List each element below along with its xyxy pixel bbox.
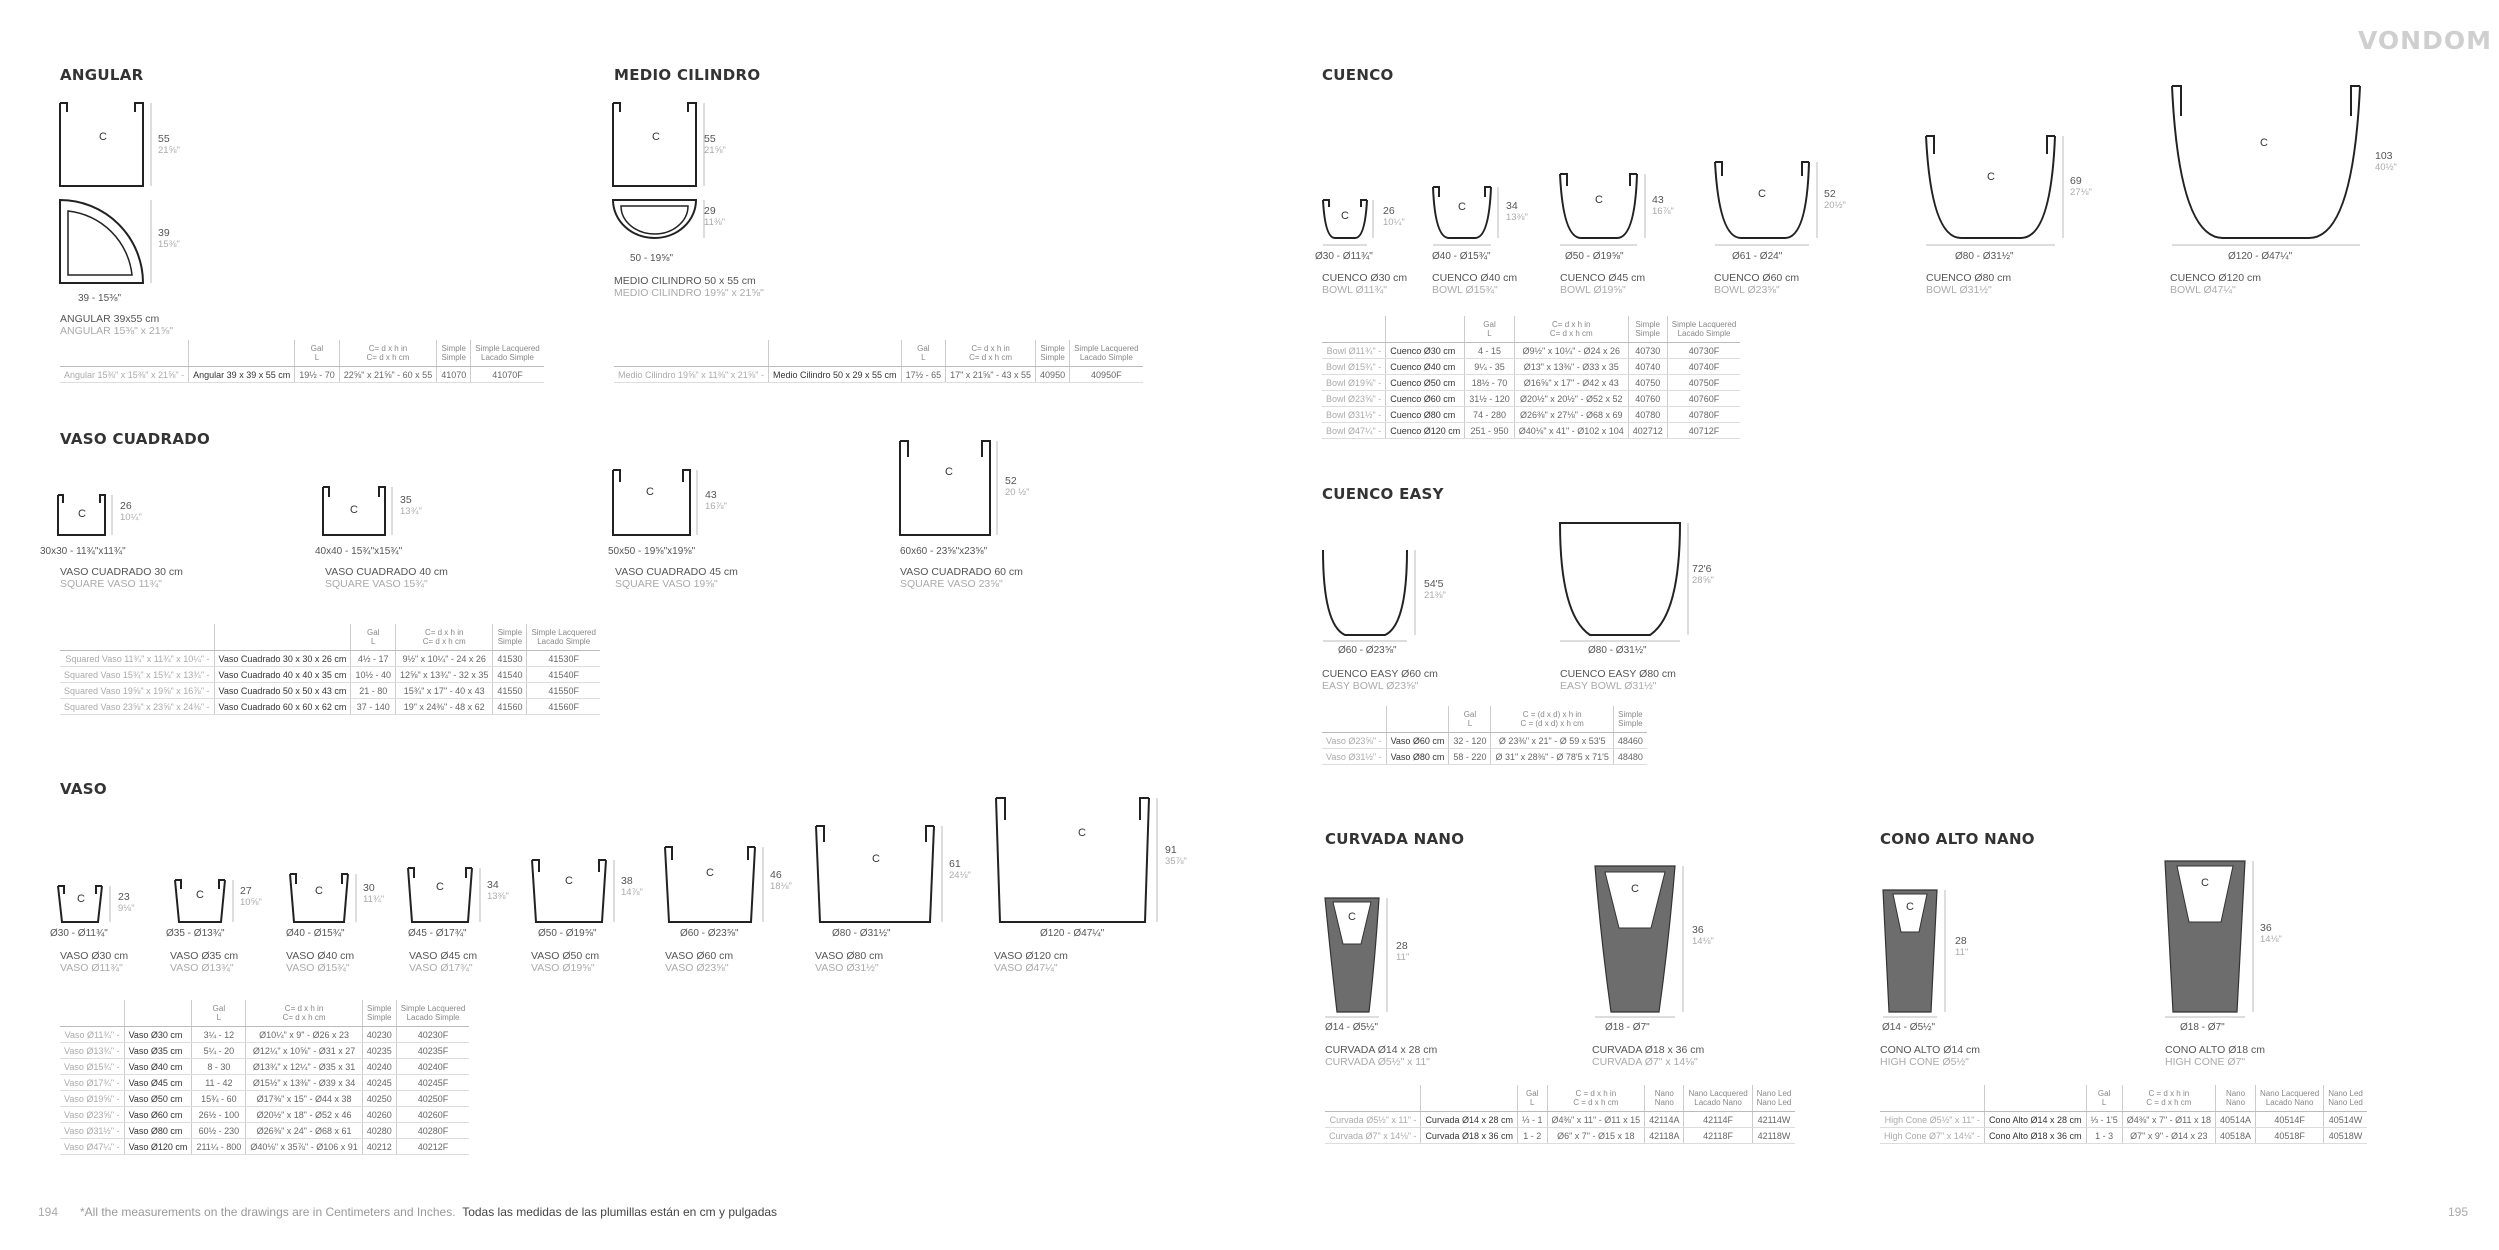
fig-label: C	[652, 131, 660, 143]
vaso-cuadrado-60-drawing	[895, 435, 1015, 550]
table-row: Squared Vaso 23⅝" x 23⅝" x 24⅜" - Vaso Cuadrado 60 x 60 x 62 cm 37 - 140 19" x 24⅜" - 48 x 62 41560 41560F	[60, 699, 600, 715]
vaso-cuadrado-table: Gal L C= d x h in C= d x h cm Simple Simple Simple Lacquered Lacado Simple Squared Vaso 11¾" x 11¾" x 10¼" - Vaso Cuadrado 30 x 30 x 26 cm 4½ - 17 9½" x 10¼" - 24 x 26 41530 41530F Squared Vaso 15¾" x 15¾" x 13¾" - Vaso Cuadrado 40 x 40 x 35 cm 10½ - 40 12⅝" x 13¾" - 32 x 35 41540 41540F Squared Vaso 19⅝" x 19⅝" x 16⅞" - Vaso Cuadrado 50 x 50 x 43 cm 21 - 80 15¾" x 17" - 40 x 43 41550 41550F Squared Vaso 23⅝" x 23⅝" x 24⅜" - Vaso Cuadrado 60 x 60 x 62 cm 37 - 140 19" x 24⅜" - 48 x 62 41560 41560F	[60, 624, 600, 715]
vaso-50-caption: VASO Ø50 cm VASO Ø19⅝"	[531, 950, 600, 974]
fig-label: C	[646, 486, 654, 498]
curvada-drawings	[1315, 860, 1735, 1020]
table-row: Bowl Ø23⅝" - Cuenco Ø60 cm 31½ - 120 Ø20½" x 20½" - Ø52 x 52 40760 40760F	[1322, 391, 1740, 407]
cono-drawings	[1875, 860, 2295, 1020]
vc-30-width: 30x30 - 11¾"x11¾"	[40, 546, 126, 557]
table-row: Vaso Ø31½" - Vaso Ø80 cm 60½ - 230 Ø26⅜" x 24" - Ø68 x 61 40280 40280F	[60, 1123, 469, 1139]
fig-label: C	[315, 885, 323, 897]
cuenco-45-caption: CUENCO Ø45 cm BOWL Ø19⅝"	[1560, 272, 1646, 296]
medio-width: 50 - 19⅝"	[630, 253, 674, 264]
vc-45-caption: VASO CUADRADO 45 cm SQUARE VASO 19⅝"	[615, 566, 738, 590]
cuenco-easy-drawings	[1315, 515, 1735, 645]
table-row: Vaso Ø15¾" - Vaso Ø40 cm 8 - 30 Ø13¾" x 12¼" - Ø35 x 31 40240 40240F	[60, 1059, 469, 1075]
curvada-14-caption: CURVADA Ø14 x 28 cm CURVADA Ø5½" x 11"	[1325, 1044, 1438, 1068]
vaso-60-caption: VASO Ø60 cm VASO Ø23⅝"	[665, 950, 734, 974]
vaso-35-caption: VASO Ø35 cm VASO Ø13¾"	[170, 950, 239, 974]
fig-label: C	[1758, 188, 1766, 200]
medio-table: Gal L C= d x h in C= d x h cm Simple Simple Simple Lacquered Lacado Simple Medio Cilindro 19⅝" x 11⅜" x 21⅝" - Medio Cilindro 50 x 29 x 55 cm 17½ - 65 17" x 21⅝" - 43 x 55 40950 40950F	[614, 340, 1143, 383]
fig-label: C	[1078, 827, 1086, 839]
fig-label: C	[706, 867, 714, 879]
medio-depth: 29 11⅜"	[704, 205, 726, 228]
vaso-table: Gal L C= d x h in C= d x h cm Simple Simple Simple Lacquered Lacado Simple Vaso Ø11¾" - Vaso Ø30 cm 3¼ - 12 Ø10¼" x 9" - Ø26 x 23 40230 40230F Vaso Ø13¾" - Vaso Ø35 cm 5¼ - 20 Ø12¼" x 10⅝" - Ø31 x 27 40235 40235F Vaso Ø15¾" - Vaso Ø40 cm 8 - 30 Ø13¾" x 12¼" - Ø35 x 31 40240 40240F Vaso Ø17¾" - Vaso Ø45 cm 11 - 42 Ø15½" x 13⅜" - Ø39 x 34 40245 40245F Vaso Ø19⅝" - Vaso Ø50 cm 15¾ - 60 Ø17⅜" x 15" - Ø44 x 38 40250 40250F Vaso Ø23⅝" - Vaso Ø60 cm 26½ - 100 Ø20½" x 18" - Ø52 x 46 40260 40260F Vaso Ø31½" - Vaso Ø80 cm 60½ - 230 Ø26⅜" x 24" - Ø68 x 61 40280 40280F Vaso Ø47¼" - Vaso Ø120 cm 211¼ - 800 Ø40⅛" x 35⅞" - Ø106 x 91 40212 40212F	[60, 1000, 469, 1155]
angular-width: 39 - 15⅜"	[78, 293, 122, 304]
vaso-80-caption: VASO Ø80 cm VASO Ø31½"	[815, 950, 884, 974]
vaso-30-caption: VASO Ø30 cm VASO Ø11¾"	[60, 950, 129, 974]
cuenco-drawings	[1315, 80, 2365, 250]
fig-label: C	[196, 889, 204, 901]
cuenco-50-height: 43 16⅞"	[1652, 194, 1674, 217]
cuenco-80-caption: CUENCO Ø80 cm BOWL Ø31½"	[1926, 272, 2012, 296]
angular-depth: 39 15⅜"	[158, 227, 180, 250]
vc-40-width: 40x40 - 15¾"x15¾"	[315, 546, 403, 557]
vaso-120-diameter: Ø120 - Ø47¼"	[1040, 928, 1105, 939]
cuenco-40-height: 34 13⅜"	[1506, 200, 1528, 223]
vc-60-caption: VASO CUADRADO 60 cm SQUARE VASO 23⅝"	[900, 566, 1023, 590]
vaso-50-height: 38 14⅞"	[621, 875, 643, 898]
cuenco-60-height: 52 20½"	[1824, 188, 1846, 211]
section-title-vaso: VASO	[60, 780, 107, 798]
vaso-45-height: 34 13⅜"	[487, 879, 509, 902]
fig-label: C	[945, 466, 953, 478]
vaso-120-caption: VASO Ø120 cm VASO Ø47¼"	[994, 950, 1068, 974]
fig-label: C	[2201, 877, 2209, 889]
fig-label: C	[77, 893, 85, 905]
vaso-30-height: 23 9⅛"	[118, 891, 135, 914]
fig-label: C	[1458, 201, 1466, 213]
angular-height: 55 21⅝"	[158, 133, 180, 156]
vaso-120-height: 91 35⅞"	[1165, 844, 1187, 867]
fig-label: C	[2260, 137, 2268, 149]
vc-30-caption: VASO CUADRADO 30 cm SQUARE VASO 11¾"	[60, 566, 183, 590]
fig-label: C	[1341, 210, 1349, 222]
cuenco-easy-60-caption: CUENCO EASY Ø60 cm EASY BOWL Ø23⅝"	[1322, 668, 1438, 692]
cuenco-easy-80-caption: CUENCO EASY Ø80 cm EASY BOWL Ø31½"	[1560, 668, 1676, 692]
table-row: Bowl Ø15¾" - Cuenco Ø40 cm 9¼ - 35 Ø13" x 13⅜" - Ø33 x 35 40740 40740F	[1322, 359, 1740, 375]
table-row: Squared Vaso 19⅝" x 19⅝" x 16⅞" - Vaso Cuadrado 50 x 50 x 43 cm 21 - 80 15¾" x 17" - 40 x 43 41550 41550F	[60, 683, 600, 699]
vaso-45-diameter: Ø45 - Ø17¾"	[408, 928, 467, 939]
cono-14-diameter: Ø14 - Ø5½"	[1882, 1022, 1936, 1033]
cuenco-easy-60-height: 54'5 21⅜"	[1424, 578, 1446, 601]
vaso-60-diameter: Ø60 - Ø23⅝"	[680, 928, 739, 939]
table-row: Vaso Ø19⅝" - Vaso Ø50 cm 15¾ - 60 Ø17⅜" x 15" - Ø44 x 38 40250 40250F	[60, 1091, 469, 1107]
cono-18-height: 36 14⅛"	[2260, 922, 2282, 945]
fig-label: C	[436, 881, 444, 893]
curvada-18-caption: CURVADA Ø18 x 36 cm CURVADA Ø7" x 14⅛"	[1592, 1044, 1705, 1068]
cuenco-80-height: 69 27⅛"	[2070, 175, 2092, 198]
cono-18-diameter: Ø18 - Ø7"	[2180, 1022, 2225, 1033]
table-row: Squared Vaso 15¾" x 15¾" x 13¾" - Vaso Cuadrado 40 x 40 x 35 cm 10½ - 40 12⅝" x 13¾" - 32 x 35 41540 41540F	[60, 667, 600, 683]
medio-height: 55 21⅝"	[704, 133, 726, 156]
medio-cilindro-drawing	[608, 98, 718, 258]
table-row: Bowl Ø11¾" - Cuenco Ø30 cm 4 - 15 Ø9½" x 10¼" - Ø24 x 26 40730 40730F	[1322, 343, 1740, 359]
cono-14-height: 28 11"	[1955, 935, 1969, 958]
cuenco-30-diameter: Ø30 - Ø11¾"	[1315, 251, 1373, 262]
brand-logo: VONDOM	[2358, 26, 2492, 55]
vaso-cuadrado-drawings	[50, 435, 750, 550]
vc-40-height: 35 13¾"	[400, 494, 422, 517]
page-number-right: 195	[2448, 1205, 2469, 1219]
fig-label: C	[1348, 911, 1356, 923]
vaso-80-height: 61 24⅛"	[949, 858, 971, 881]
curvada-18-height: 36 14⅛"	[1692, 924, 1714, 947]
table-row: Vaso Ø23⅝" - Vaso Ø60 cm 26½ - 100 Ø20½" x 18" - Ø52 x 46 40260 40260F	[60, 1107, 469, 1123]
table-row: High Cone Ø5½" x 11" - Cono Alto Ø14 x 28 cm ⅓ - 1'5 Ø4⅜" x 7" - Ø11 x 18 40514A 40514F 40514W	[1880, 1112, 2367, 1128]
vaso-60-height: 46 18⅛"	[770, 869, 792, 892]
angular-caption: ANGULAR 39x55 cm ANGULAR 15⅜" x 21⅝"	[60, 313, 174, 337]
medio-caption: MEDIO CILINDRO 50 x 55 cm MEDIO CILINDRO 19⅝" x 21⅝"	[614, 275, 764, 299]
cuenco-30-height: 26 10¼"	[1383, 205, 1405, 228]
cuenco-easy-80-height: 72'6 28⅝"	[1692, 563, 1714, 586]
fig-label: C	[872, 853, 880, 865]
cuenco-30-caption: CUENCO Ø30 cm BOWL Ø11¾"	[1322, 272, 1408, 296]
vaso-30-diameter: Ø30 - Ø11¾"	[50, 928, 108, 939]
cuenco-60-caption: CUENCO Ø60 cm BOWL Ø23⅝"	[1714, 272, 1800, 296]
cuenco-easy-80-diameter: Ø80 - Ø31½"	[1588, 645, 1647, 656]
table-row: Bowl Ø47¼" - Cuenco Ø120 cm 251 - 950 Ø40⅛" x 41" - Ø102 x 104 402712 40712F	[1322, 423, 1740, 439]
cuenco-80-diameter: Ø80 - Ø31½"	[1955, 251, 2014, 262]
cuenco-easy-table: Gal L C = (d x d) x h in C = (d x d) x h cm Simple Simple Vaso Ø23⅝" - Vaso Ø60 cm 32 - 120 Ø 23⅜" x 21" - Ø 59 x 53'5 48460 Vaso Ø31½" - Vaso Ø80 cm 58 - 220 Ø 31" x 28⅜" - Ø 78'5 x 71'5 48480	[1322, 706, 1647, 765]
cuenco-table: Gal L C= d x h in C= d x h cm Simple Simple Simple Lacquered Lacado Simple Bowl Ø11¾" - Cuenco Ø30 cm 4 - 15 Ø9½" x 10¼" - Ø24 x 26 40730 40730F Bowl Ø15¾" - Cuenco Ø40 cm 9¼ - 35 Ø13" x 13⅜" - Ø33 x 35 40740 40740F Bowl Ø19⅝" - Cuenco Ø50 cm 18½ - 70 Ø16⅝" x 17" - Ø42 x 43 40750 40750F Bowl Ø23⅝" - Cuenco Ø60 cm 31½ - 120 Ø20½" x 20½" - Ø52 x 52 40760 40760F Bowl Ø31½" - Cuenco Ø80 cm 74 - 280 Ø26⅜" x 27⅛" - Ø68 x 69 40780 40780F Bowl Ø47¼" - Cuenco Ø120 cm 251 - 950 Ø40⅛" x 41" - Ø102 x 104 402712 40712F	[1322, 316, 1740, 439]
table-row: Curvada Ø7" x 14⅛" - Curvada Ø18 x 36 cm 1 - 2 Ø6" x 7" - Ø15 x 18 42118A 42118F 42118W	[1325, 1128, 1795, 1144]
table-row: Squared Vaso 11¾" x 11¾" x 10¼" - Vaso Cuadrado 30 x 30 x 26 cm 4½ - 17 9½" x 10¼" - 24 x 26 41530 41530F	[60, 651, 600, 667]
cono-18-caption: CONO ALTO Ø18 cm HIGH CONE Ø7"	[2165, 1044, 2265, 1068]
table-row: Medio Cilindro 19⅝" x 11⅜" x 21⅝" - Medio Cilindro 50 x 29 x 55 cm 17½ - 65 17" x 21⅝" - 43 x 55 40950 40950F	[614, 367, 1143, 383]
cuenco-120-caption: CUENCO Ø120 cm BOWL Ø47¼"	[2170, 272, 2262, 296]
cuenco-120-height: 103 40½"	[2375, 150, 2397, 173]
table-row: Bowl Ø31½" - Cuenco Ø80 cm 74 - 280 Ø26⅜" x 27⅛" - Ø68 x 69 40780 40780F	[1322, 407, 1740, 423]
section-title-cuenco-easy: CUENCO EASY	[1322, 485, 1444, 503]
fig-label: C	[1595, 194, 1603, 206]
vaso-45-caption: VASO Ø45 cm VASO Ø17¾"	[409, 950, 478, 974]
table-row: Curvada Ø5½" x 11" - Curvada Ø14 x 28 cm ⅓ - 1 Ø4⅜" x 11" - Ø11 x 15 42114A 42114F 42114W	[1325, 1112, 1795, 1128]
fig-label: C	[1987, 171, 1995, 183]
cuenco-40-diameter: Ø40 - Ø15¾"	[1432, 251, 1491, 262]
section-title-medio-cilindro: MEDIO CILINDRO	[614, 66, 761, 84]
table-row: Vaso Ø11¾" - Vaso Ø30 cm 3¼ - 12 Ø10¼" x 9" - Ø26 x 23 40230 40230F	[60, 1027, 469, 1043]
vc-30-height: 26 10¼"	[120, 500, 142, 523]
fig-label: C	[350, 504, 358, 516]
vaso-drawings	[50, 790, 1200, 930]
vc-40-caption: VASO CUADRADO 40 cm SQUARE VASO 15¾"	[325, 566, 448, 590]
vaso-40-caption: VASO Ø40 cm VASO Ø15¾"	[286, 950, 355, 974]
cuenco-120-diameter: Ø120 - Ø47¼"	[2228, 251, 2293, 262]
fig-label: C	[1906, 901, 1914, 913]
table-row: Vaso Ø47¼" - Vaso Ø120 cm 211¼ - 800 Ø40⅛" x 35⅞" - Ø106 x 91 40212 40212F	[60, 1139, 469, 1155]
table-row: Angular 15⅜" x 15⅜" x 21⅝" - Angular 39 x 39 x 55 cm 19½ - 70 22⅝" x 21⅝" - 60 x 55 41070 41070F	[60, 367, 544, 383]
table-row: Bowl Ø19⅝" - Cuenco Ø50 cm 18½ - 70 Ø16⅝" x 17" - Ø42 x 43 40750 40750F	[1322, 375, 1740, 391]
cono-table: Gal L C = d x h in C = d x h cm Nano Nano Nano Lacquered Lacado Nano Nano Led Nano Led High Cone Ø5½" x 11" - Cono Alto Ø14 x 28 cm ⅓ - 1'5 Ø4⅜" x 7" - Ø11 x 18 40514A 40514F 40514W High Cone Ø7" x 14⅛" - Cono Alto Ø18 x 36 cm 1 - 3 Ø7" x 9" - Ø14 x 23 40518A 40518F 40518W	[1880, 1085, 2367, 1144]
curvada-table: Gal L C = d x h in C = d x h cm Nano Nano Nano Lacquered Lacado Nano Nano Led Nano Led Curvada Ø5½" x 11" - Curvada Ø14 x 28 cm ⅓ - 1 Ø4⅜" x 11" - Ø11 x 15 42114A 42114F 42114W Curvada Ø7" x 14⅛" - Curvada Ø18 x 36 cm 1 - 2 Ø6" x 7" - Ø15 x 18 42118A 42118F 42118W	[1325, 1085, 1795, 1144]
curvada-14-height: 28 11"	[1396, 940, 1410, 963]
vc-60-width: 60x60 - 23⅝"x23⅝"	[900, 546, 988, 557]
table-row: Vaso Ø17¾" - Vaso Ø45 cm 11 - 42 Ø15½" x 13⅜" - Ø39 x 34 40245 40245F	[60, 1075, 469, 1091]
cuenco-easy-60-diameter: Ø60 - Ø23⅝"	[1338, 645, 1397, 656]
fig-label: C	[565, 875, 573, 887]
section-title-cono-alto-nano: CONO ALTO NANO	[1880, 830, 2035, 848]
vaso-50-diameter: Ø50 - Ø19⅝"	[538, 928, 597, 939]
vc-50-height: 43 16⅞"	[705, 489, 727, 512]
curvada-18-diameter: Ø18 - Ø7"	[1605, 1022, 1650, 1033]
vaso-80-diameter: Ø80 - Ø31½"	[832, 928, 891, 939]
table-row: Vaso Ø31½" - Vaso Ø80 cm 58 - 220 Ø 31" x 28⅜" - Ø 78'5 x 71'5 48480	[1322, 749, 1647, 765]
vc-50-width: 50x50 - 19⅝"x19⅝"	[608, 546, 696, 557]
section-title-curvada-nano: CURVADA NANO	[1325, 830, 1465, 848]
vaso-35-height: 27 10⅝"	[240, 885, 262, 908]
cuenco-50-diameter: Ø50 - Ø19⅝"	[1565, 251, 1624, 262]
section-title-vaso-cuadrado: VASO CUADRADO	[60, 430, 211, 448]
fig-label: C	[78, 508, 86, 520]
cuenco-40-caption: CUENCO Ø40 cm BOWL Ø15¾"	[1432, 272, 1518, 296]
table-row: High Cone Ø7" x 14⅛" - Cono Alto Ø18 x 36 cm 1 - 3 Ø7" x 9" - Ø14 x 23 40518A 40518F 40518W	[1880, 1128, 2367, 1144]
footer-note: *All the measurements on the drawings are in Centimeters and Inches. Todas las medidas de las plumillas están en cm y pulgadas	[80, 1205, 778, 1219]
angular-table: Gal L C= d x h in C= d x h cm Simple Simple Simple Lacquered Lacado Simple Angular 15⅜" x 15⅜" x 21⅝" - Angular 39 x 39 x 55 cm 19½ - 70 22⅝" x 21⅝" - 60 x 55 41070 41070F	[60, 340, 544, 383]
curvada-14-diameter: Ø14 - Ø5½"	[1325, 1022, 1379, 1033]
cono-14-caption: CONO ALTO Ø14 cm HIGH CONE Ø5½"	[1880, 1044, 1980, 1068]
fig-label: C	[99, 131, 107, 143]
section-title-cuenco: CUENCO	[1322, 66, 1394, 84]
table-row: Vaso Ø13¾" - Vaso Ø35 cm 5¼ - 20 Ø12¼" x 10⅝" - Ø31 x 27 40235 40235F	[60, 1043, 469, 1059]
section-title-angular: ANGULAR	[60, 66, 144, 84]
angular-drawing	[55, 98, 165, 288]
table-row: Vaso Ø23⅝" - Vaso Ø60 cm 32 - 120 Ø 23⅜" x 21" - Ø 59 x 53'5 48460	[1322, 733, 1647, 749]
vc-60-height: 52 20 ½"	[1005, 475, 1030, 498]
vaso-40-diameter: Ø40 - Ø15¾"	[286, 928, 345, 939]
vaso-40-height: 30 11¾"	[363, 882, 385, 905]
vaso-35-diameter: Ø35 - Ø13¾"	[166, 928, 225, 939]
page-number-left: 194	[38, 1205, 59, 1219]
cuenco-61-diameter: Ø61 - Ø24"	[1732, 251, 1783, 262]
fig-label: C	[1631, 883, 1639, 895]
